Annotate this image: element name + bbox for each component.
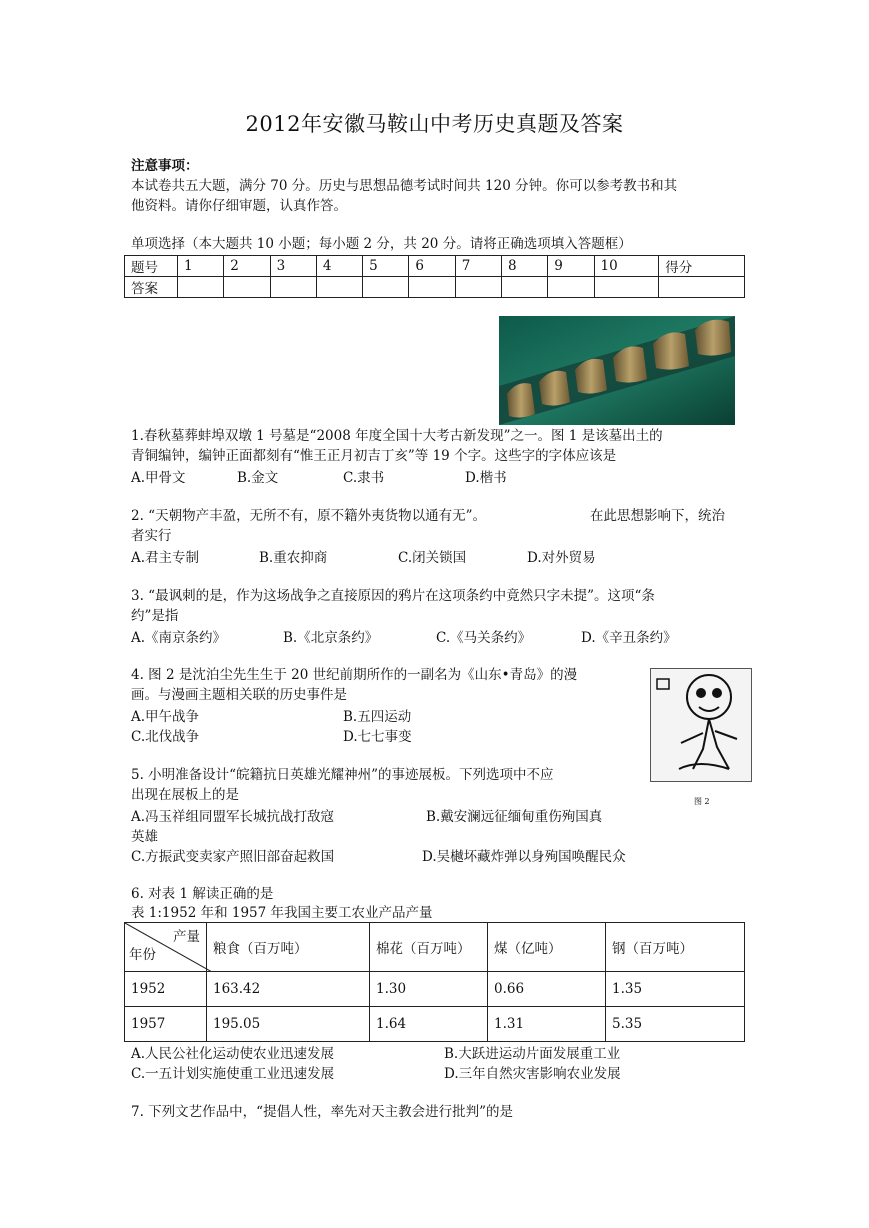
q4-line-1: 4. 图 2 是沈泊尘先生生于 20 世纪前期所作的一副名为《山东•青岛》的漫 xyxy=(131,667,578,683)
q5-option-c[interactable]: C.方振武变卖家产照旧部奋起救国 xyxy=(131,849,335,865)
question-number: 10 xyxy=(594,256,659,277)
question-number-label: 题号 xyxy=(125,256,178,277)
q4-option-a[interactable]: A.甲午战争 xyxy=(131,709,200,725)
q3-option-b[interactable]: B.《北京条约》 xyxy=(283,630,379,646)
notice-line-2: 他资料。请你仔细审题，认真作答。 xyxy=(131,198,347,214)
q3-option-d[interactable]: D.《辛丑条约》 xyxy=(581,630,677,646)
q2-line-2: 者实行 xyxy=(131,528,172,544)
page-title: 2012年安徽马鞍山中考历史真题及答案 xyxy=(245,112,624,136)
q1-option-d[interactable]: D.楷书 xyxy=(465,470,507,486)
question-number: 4 xyxy=(316,256,362,277)
answer-grid-answer-row xyxy=(125,277,745,298)
answer-cell[interactable] xyxy=(548,277,594,298)
q3-line-1: 3. “最讽刺的是，作为这场战争之直接原因的鸦片在这项条约中竟然只字未提”。这项“条 xyxy=(131,588,655,604)
notice-line-1: 本试卷共五大题，满分 70 分。历史与思想品德考试时间共 120 分钟。你可以参考教书和其 xyxy=(131,178,678,194)
answer-cell[interactable] xyxy=(594,277,659,298)
table-header: 棉花（百万吨） xyxy=(370,923,488,972)
section-instruction: 单项选择（本大题共 10 小题；每小题 2 分，共 20 分。请将正确选项填入答题框） xyxy=(131,236,632,252)
q7-line-1: 7. 下列文艺作品中，“提倡人性，率先对天主教会进行批判”的是 xyxy=(131,1104,513,1120)
q4-option-b[interactable]: B.五四运动 xyxy=(343,709,412,725)
question-number: 9 xyxy=(548,256,594,277)
q2-option-c[interactable]: C.闭关锁国 xyxy=(398,550,467,566)
table-header: 煤（亿吨） xyxy=(488,923,606,972)
q1-line-1: 1.春秋墓葬蚌埠双墩 1 号墓是“2008 年度全国十大考古新发现”之一。图 1 是该墓出土的 xyxy=(131,428,663,444)
table-header-row xyxy=(125,923,745,972)
question-number: 3 xyxy=(270,256,316,277)
q6-line-1: 6. 对表 1 解读正确的是 xyxy=(131,886,274,902)
q6-option-d[interactable]: D.三年自然灾害影响农业发展 xyxy=(444,1066,621,1082)
question-number: 2 xyxy=(224,256,270,277)
table-cell: 5.35 xyxy=(606,1007,745,1042)
q4-line-2: 画。与漫画主题相关联的历史事件是 xyxy=(131,687,347,703)
q6-option-c[interactable]: C.一五计划实施使重工业迅速发展 xyxy=(131,1066,335,1082)
corner-bottom-label: 年份 xyxy=(129,947,156,963)
table-cell: 163.42 xyxy=(207,972,370,1007)
table-row xyxy=(125,1007,745,1042)
table-cell: 1.31 xyxy=(488,1007,606,1042)
question-number: 6 xyxy=(409,256,455,277)
table-corner-cell xyxy=(125,923,207,972)
q3-option-a[interactable]: A.《南京条约》 xyxy=(131,630,227,646)
answer-cell[interactable] xyxy=(224,277,270,298)
question-number: 5 xyxy=(363,256,409,277)
answer-cell[interactable] xyxy=(270,277,316,298)
q4-option-d[interactable]: D.七七事变 xyxy=(343,729,412,745)
table-header: 钢（百万吨） xyxy=(606,923,745,972)
q4-option-c[interactable]: C.北伐战争 xyxy=(131,729,200,745)
question-number: 1 xyxy=(178,256,224,277)
table-cell: 1.35 xyxy=(606,972,745,1007)
q5-line-2: 出现在展板上的是 xyxy=(131,787,239,803)
q5-option-b-continued: 英雄 xyxy=(131,829,158,845)
table-cell: 1957 xyxy=(125,1007,207,1042)
figure-2-cartoon xyxy=(650,668,752,782)
answer-grid-header-row xyxy=(125,256,745,277)
score-cell[interactable] xyxy=(659,277,745,298)
q2-option-b[interactable]: B.重农抑商 xyxy=(259,550,328,566)
q6-option-a[interactable]: A.人民公社化运动使农业迅速发展 xyxy=(131,1046,335,1062)
q1-line-2: 青铜编钟，编钟正面都刻有“惟王正月初吉丁亥”等 19 个字。这些字的字体应该是 xyxy=(131,448,617,464)
table-cell: 1952 xyxy=(125,972,207,1007)
q1-option-a[interactable]: A.甲骨文 xyxy=(131,470,186,486)
q5-option-b[interactable]: B.戴安澜远征缅甸重伤殉国真 xyxy=(426,809,603,825)
answer-label: 答案 xyxy=(125,277,178,298)
answer-cell[interactable] xyxy=(409,277,455,298)
figure-2-caption: 图 2 xyxy=(694,797,710,806)
answer-grid xyxy=(124,255,745,298)
table-cell: 195.05 xyxy=(207,1007,370,1042)
q2-line-1a: 2. “天朝物产丰盈，无所不有，原不籍外夷货物以通有无”。 xyxy=(131,508,486,524)
table-cell: 1.30 xyxy=(370,972,488,1007)
q3-line-2: 约”是指 xyxy=(131,608,179,624)
table-row xyxy=(125,972,745,1007)
question-number: 7 xyxy=(455,256,501,277)
table-header: 粮食（百万吨） xyxy=(207,923,370,972)
answer-cell[interactable] xyxy=(455,277,501,298)
notice-heading: 注意事项： xyxy=(131,158,199,174)
q5-option-a[interactable]: A.冯玉祥组同盟军长城抗战打敌寇 xyxy=(131,809,335,825)
q6-table-caption: 表 1:1952 年和 1957 年我国主要工农业产品产量 xyxy=(131,905,433,921)
answer-cell[interactable] xyxy=(363,277,409,298)
q3-option-c[interactable]: C.《马关条约》 xyxy=(436,630,532,646)
q2-line-1b: 在此思想影响下，统治 xyxy=(590,508,725,524)
q1-option-c[interactable]: C.隶书 xyxy=(343,470,385,486)
answer-cell[interactable] xyxy=(501,277,547,298)
answer-cell[interactable] xyxy=(316,277,362,298)
question-number: 8 xyxy=(501,256,547,277)
table-cell: 1.64 xyxy=(370,1007,488,1042)
q2-option-a[interactable]: A.君主专制 xyxy=(131,550,200,566)
production-table xyxy=(124,922,745,1042)
figure-1-bronze-bells-photo xyxy=(499,316,735,425)
score-label: 得分 xyxy=(659,256,745,277)
q2-option-d[interactable]: D.对外贸易 xyxy=(527,550,596,566)
corner-top-label: 产量 xyxy=(173,929,200,945)
q1-option-b[interactable]: B.金文 xyxy=(237,470,279,486)
q5-line-1: 5. 小明准备设计“皖籍抗日英雄光耀神州”的事迹展板。下列选项中不应 xyxy=(131,767,554,783)
q5-option-d[interactable]: D.吴樾坏藏炸弹以身殉国唤醒民众 xyxy=(422,849,626,865)
answer-cell[interactable] xyxy=(178,277,224,298)
q6-option-b[interactable]: B.大跃进运动片面发展重工业 xyxy=(444,1046,621,1062)
table-cell: 0.66 xyxy=(488,972,606,1007)
